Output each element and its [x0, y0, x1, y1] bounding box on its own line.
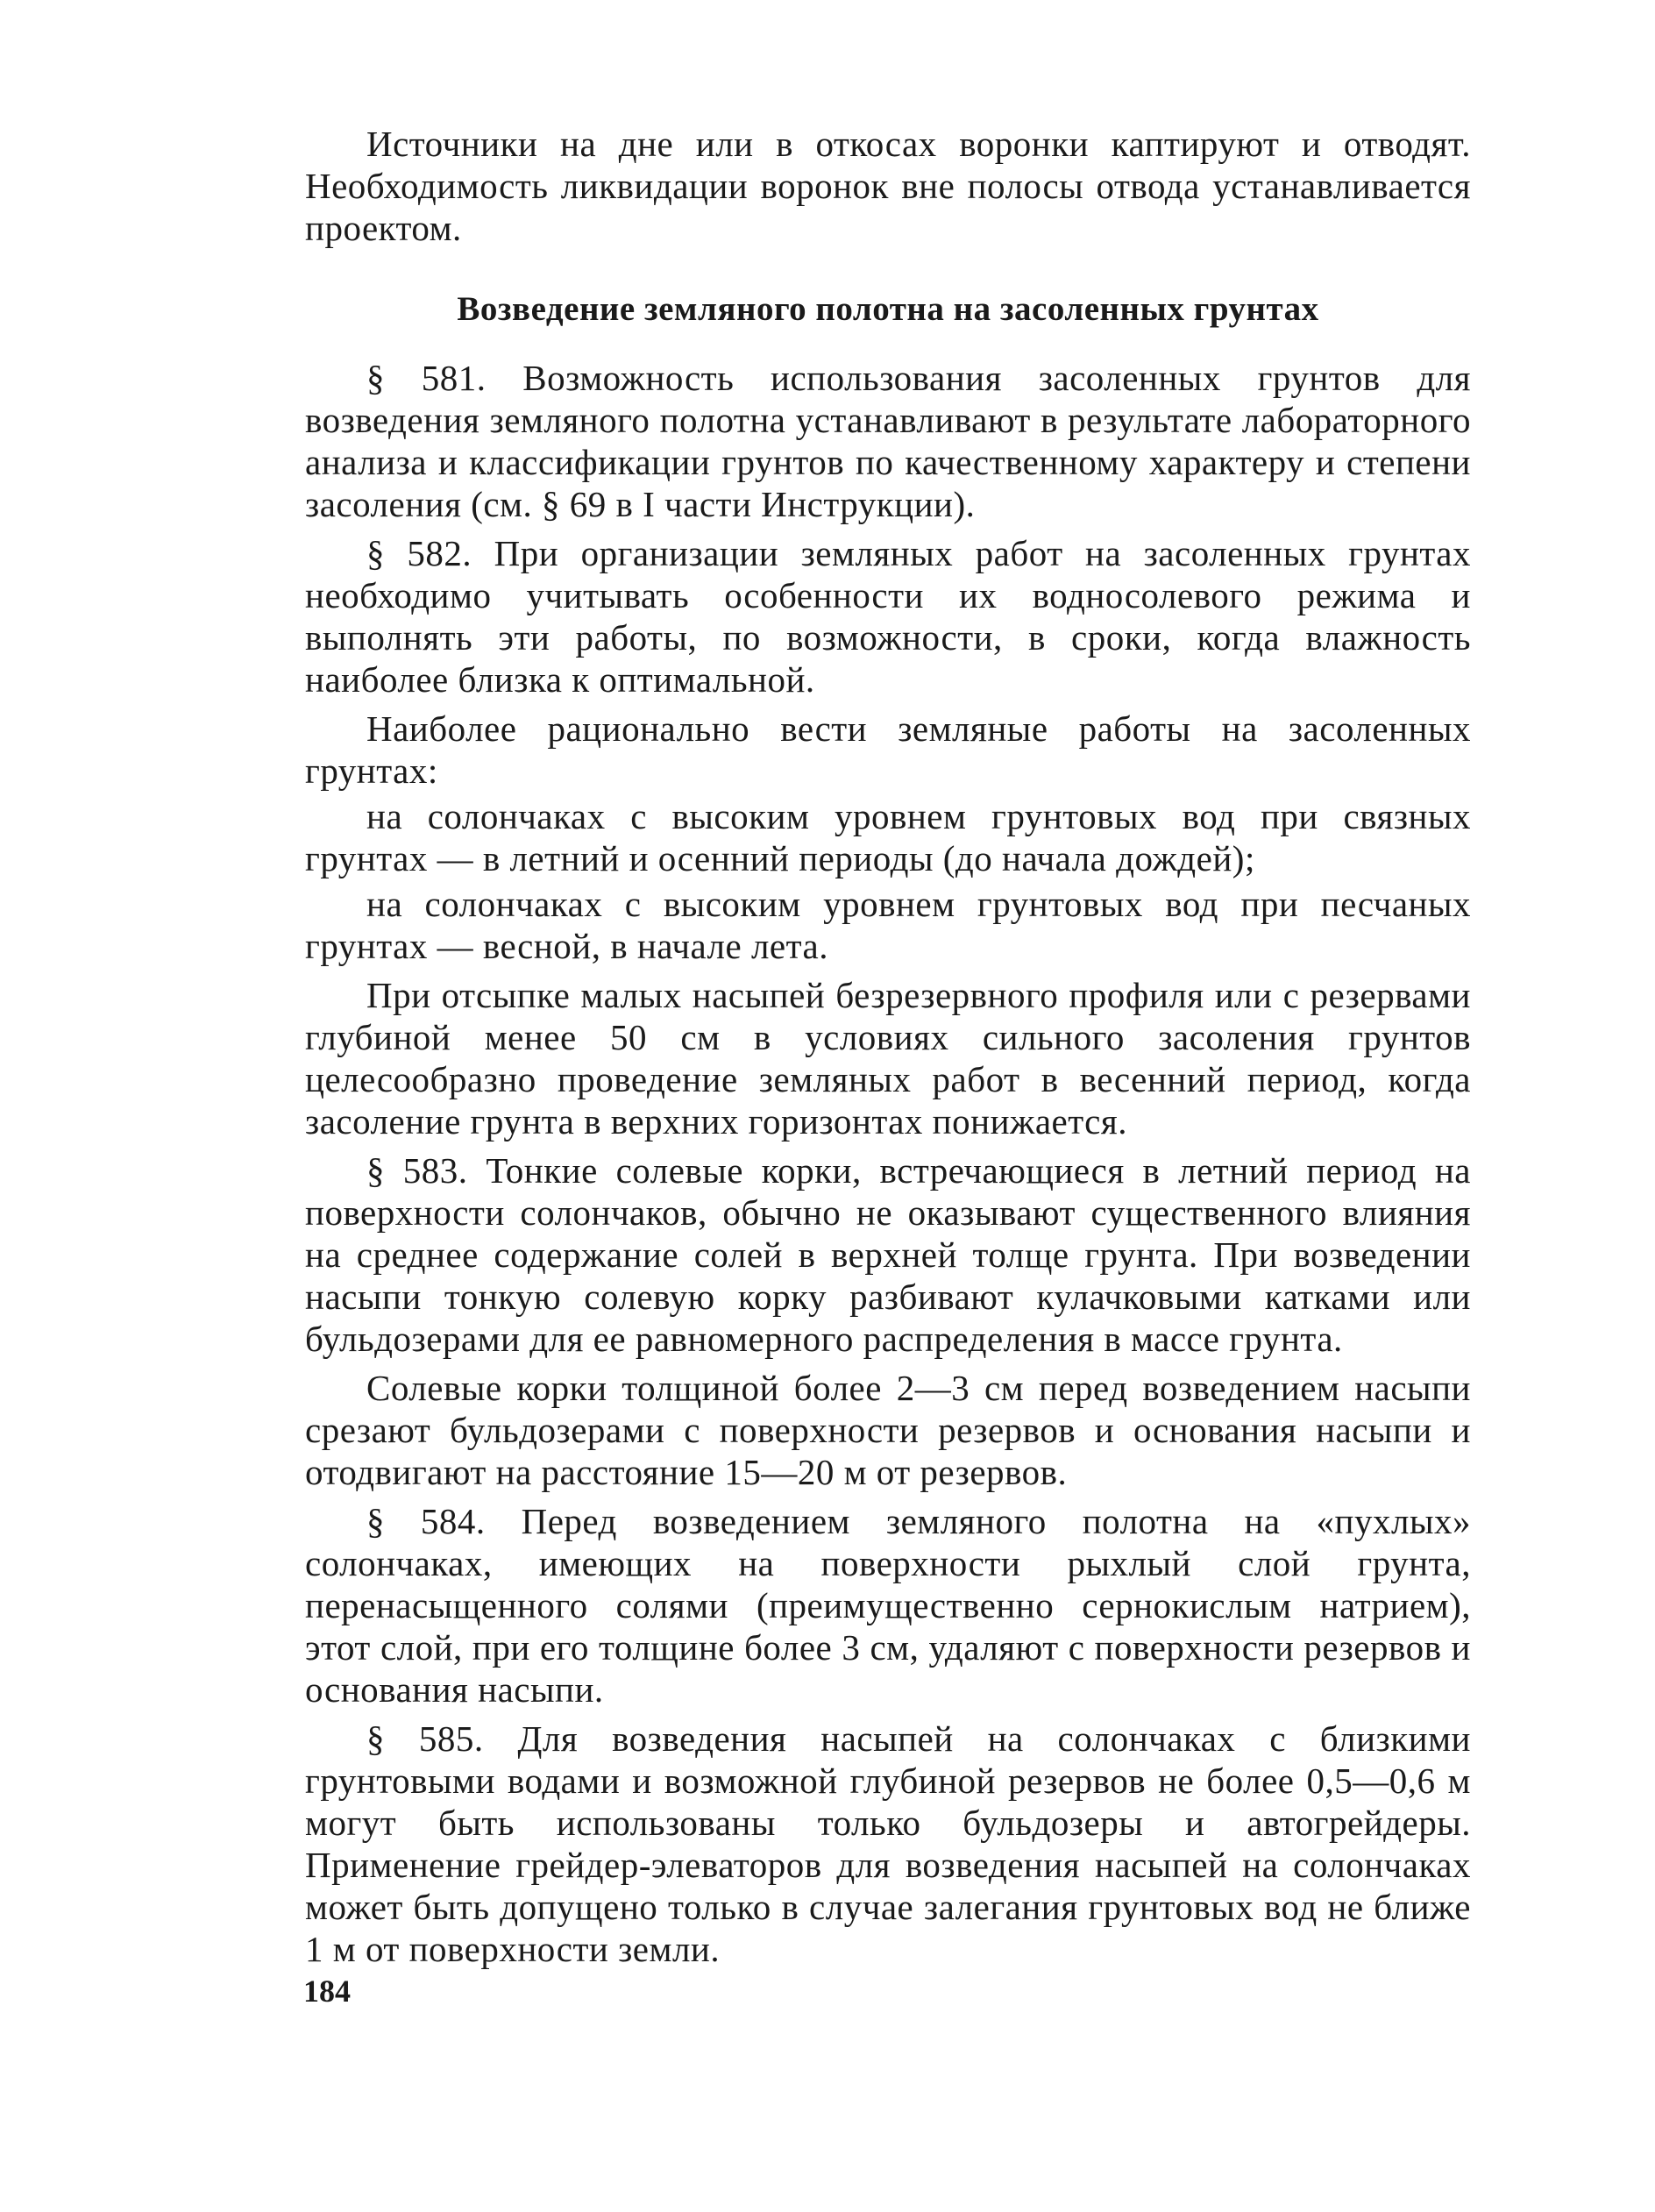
intro-paragraph: Источники на дне или в откосах воронки каптируют и отводят. Необходимость ликвидации воронок вне полосы отвода устанавливается проектом. [305, 124, 1471, 248]
page-body [305, 123, 1471, 1977]
paragraph-583: § 583. Тонкие солевые корки, встречающиеся в летний период на поверхности солончаков, обычно не оказывают существенного влияния на среднее содержание солей в верхней толще грунта. При возведении насыпи тонкую солевую корку разбивают кулачковыми катками или бульдозерами для ее равномерного распределения в массе грунта. [305, 1150, 1471, 1359]
section-heading: Возведение земляного полотна на засоленных грунтах [457, 290, 1319, 328]
list-item-sandy-soils: на солончаках с высоким уровнем грунтовых вод при песчаных грунтах — весной, в начале лета. [305, 884, 1471, 966]
paragraph-581: § 581. Возможность использования засоленных грунтов для возведения земляного полотна устанавливают в результате лабораторного анализа и классификации грунтов по качественному характеру и степени засоления (см. § 69 в I части Инструкции). [305, 358, 1471, 524]
page-number: 184 [303, 1974, 351, 2009]
paragraph-585: § 585. Для возведения насыпей на солончаках с близкими грунтовыми водами и возможной глубиной резервов не более 0,5—0,6 м могут быть использованы только бульдозеры и автогрейдеры. Применение грейдер-элеваторов для возведения насыпей на солончаках может быть допущено только в случае залегания грунтовых вод не ближе 1 м от поверхности земли. [305, 1718, 1471, 1969]
paragraph-salt-crusts: Солевые корки толщиной более 2—3 см перед возведением насыпи срезают бульдозерами с поверхности резервов и основания насыпи и отодвигают на расстояние 15—20 м от резервов. [305, 1368, 1471, 1492]
paragraph-rational-works: Наиболее рационально вести земляные работы на засоленных грунтах: [305, 708, 1471, 791]
paragraph-584: § 584. Перед возведением земляного полотна на «пухлых» солончаках, имеющих на поверхности рыхлый слой грунта, перенасыщенного солями (преимущественно сернокислым натрием), этот слой, при его толщине более 3 см, удаляют с поверхности резервов и основания насыпи. [305, 1501, 1471, 1710]
paragraph-582: § 582. При организации земляных работ на засоленных грунтах необходимо учитывать особенности их водносолевого режима и выполнять эти работы, по возможности, в сроки, когда влажность наиболее близка к оптимальной. [305, 533, 1471, 700]
list-item-cohesive-soils: на солончаках с высоким уровнем грунтовых вод при связных грунтах — в летний и осенний периоды (до начала дождей); [305, 796, 1471, 878]
paragraph-small-embankments: При отсыпке малых насыпей безрезервного профиля или с резервами глубиной менее 50 см в условиях сильного засоления грунтов целесообразно проведение земляных работ в весенний период, когда засоление грунта в верхних горизонтах понижается. [305, 975, 1471, 1142]
